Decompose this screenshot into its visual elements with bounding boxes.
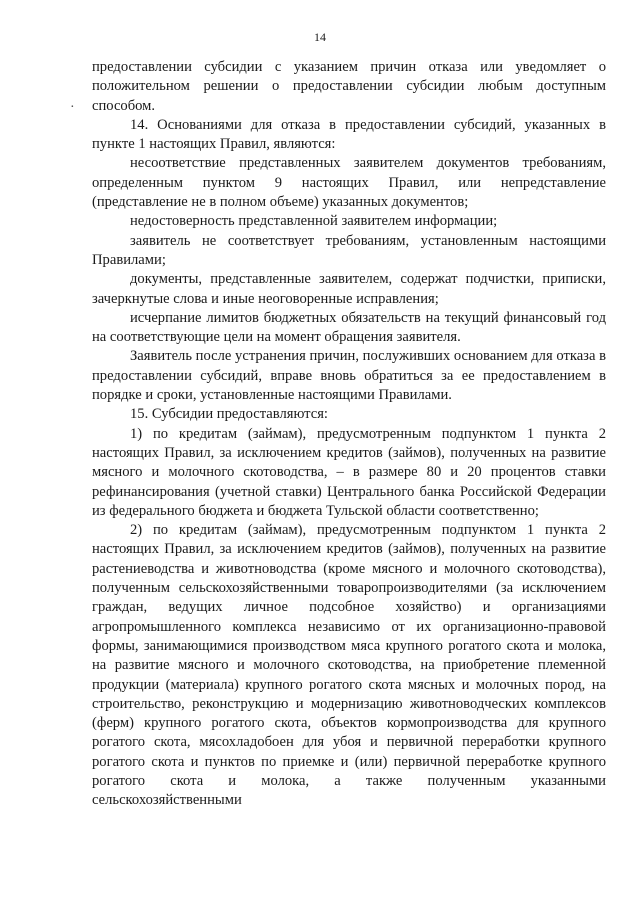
- document-body: [92, 58, 606, 811]
- scan-artifact-dot: ·: [70, 100, 75, 115]
- paragraph-refusal-notice: предоставлении субсидии с указанием причин отказа или уведомляет о положительном решении о предоставлении субсидии любым доступным способом.: [92, 59, 606, 114]
- paragraph-ground-noncompliance: несоответствие представленных заявителем документов требованиям, определенным пунктом 9 настоящих Правил, или непредставление (представление не в полном объеме) указанных документов;: [92, 155, 606, 211]
- paragraph-reapply: Заявитель после устранения причин, послуживших основанием для отказа в предоставлении субсидий, вправе вновь обратиться за ее предоставлением в порядке и сроки, установленные настоящими Правилами.: [92, 348, 606, 404]
- paragraph-ground-inaccuracy: недостоверность представленной заявителем информации;: [130, 213, 498, 230]
- paragraph-14-grounds: 14. Основаниями для отказа в предоставлении субсидий, указанных в пункте 1 настоящих Правил, являются:: [92, 116, 606, 153]
- paragraph-ground-corrections: документы, представленные заявителем, содержат подчистки, приписки, зачеркнутые слова и иные неоговоренные исправления;: [92, 271, 606, 307]
- paragraph-15-item-1: 1) по кредитам (займам), предусмотренным подпунктом 1 пункта 2 настоящих Правил, за исключением кредитов (займов), полученных на развитие мясного и молочного скотоводства, – в размере 80 и 20 процентов ставки рефинансирования (учетной ставки) Центрального банка Российской Федерации из федерального бюджета и бюджета Тульской области соответственно;: [92, 425, 606, 519]
- paragraph-ground-requirements: заявитель не соответствует требованиям, установленным настоящими Правилами;: [92, 232, 606, 268]
- paragraph-15-item-2: 2) по кредитам (займам), предусмотренным подпунктом 1 пункта 2 настоящих Правил, за исключением кредитов (займов), полученных на развитие растениеводства и животноводства (кроме мясного и молочного скотоводства), полученным сельскохозяйственными товаропроизводителями (за исключением граждан, ведущих личное подсобное хозяйство) и организациями агропромышленного комплекса независимо от их организационно-правовой формы, занимающимися производством мяса крупного рогатого скота и молока, на развитие мясного и молочного скотоводства, на приобретение племенной продукции (материала) крупного рогатого скота мясных и молочных пород, на строительство, реконструкцию и модернизацию животноводческих комплексов (ферм) крупного рогатого скота, объектов кормопроизводства для крупного рогатого скота, мясохладобоен для убоя и первичной переработки крупного рогатого скота и пунктов по приемке и (или) первичной переработке крупного рогатого скота и молока, а также полученным указанными сельскохозяйственными: [92, 522, 606, 809]
- paragraph-15-subsidies: 15. Субсидии предоставляются:: [130, 406, 328, 423]
- page-number: 14: [314, 30, 326, 44]
- paragraph-ground-limits: исчерпание лимитов бюджетных обязательств на текущий финансовый год на соответствующие цели на момент обращения заявителя.: [92, 309, 606, 346]
